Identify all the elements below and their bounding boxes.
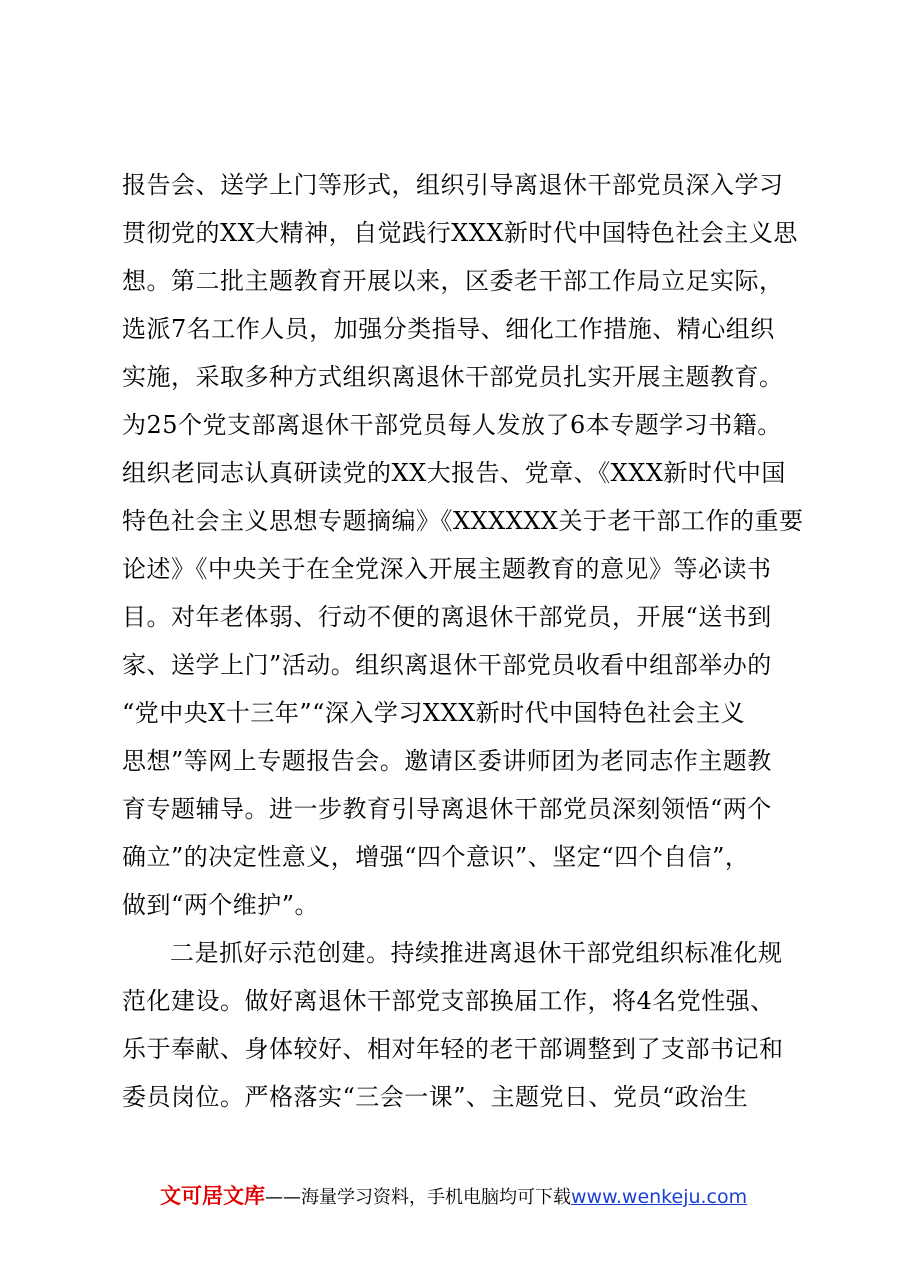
- brand-name: 文可居文库: [160, 1184, 265, 1208]
- text-line: 想。第二批主题教育开展以来，区委老干部工作局立足实际，: [122, 267, 784, 295]
- text-line: 实施，采取多种方式组织离退休干部党员扎实开展主题教育。: [122, 363, 784, 391]
- text-line: 家、送学上门”活动。组织离退休干部党员收看中组部举办的: [122, 651, 772, 679]
- text-line: 委员岗位。严格落实“三会一课”、主题党日、党员“政治生: [122, 1083, 749, 1111]
- footer-tagline: ——海量学习资料，手机电脑均可下载: [265, 1187, 571, 1208]
- text-line: “党中央X十三年”“深入学习XXX新时代中国特色社会主义: [122, 699, 746, 727]
- website-link[interactable]: www.wenkeju.com: [571, 1186, 748, 1208]
- text-line: 做到“两个维护”。: [122, 891, 320, 919]
- text-line: 组织老同志认真研读党的XX大报告、党章、《XXX新时代中国: [122, 459, 786, 487]
- footer-banner: [160, 1180, 747, 1212]
- text-line: 论述》《中央关于在全党深入开展主题教育的意见》等必读书: [122, 555, 772, 583]
- text-line: 特色社会主义思想专题摘编》《XXXXXX关于老干部工作的重要: [122, 507, 804, 535]
- text-line: 确立”的决定性意义，增强“四个意识”、坚定“四个自信”，: [122, 843, 750, 871]
- text-line: 思想”等网上专题报告会。邀请区委讲师团为老同志作主题教: [122, 747, 772, 775]
- text-line: 报告会、送学上门等形式，组织引导离退休干部党员深入学习: [122, 171, 784, 199]
- text-line: 选派7名工作人员，加强分类指导、细化工作措施、精心组织: [122, 315, 775, 343]
- text-line: 贯彻党的XX大精神，自觉践行XXX新时代中国特色社会主义思: [122, 219, 798, 247]
- text-line: 为25个党支部离退休干部党员每人发放了6本专题学习书籍。: [122, 411, 782, 439]
- text-line: 目。对年老体弱、行动不便的离退休干部党员，开展“送书到: [122, 603, 772, 631]
- text-line: 育专题辅导。进一步教育引导离退休干部党员深刻领悟“两个: [122, 795, 772, 823]
- paragraph-start-line: 二是抓好示范创建。持续推进离退休干部党组织标准化规: [170, 939, 783, 967]
- text-line: 乐于奉献、身体较好、相对年轻的老干部调整到了支部书记和: [122, 1035, 784, 1063]
- text-line: 范化建设。做好离退休干部党支部换届工作，将4名党性强、: [122, 987, 775, 1015]
